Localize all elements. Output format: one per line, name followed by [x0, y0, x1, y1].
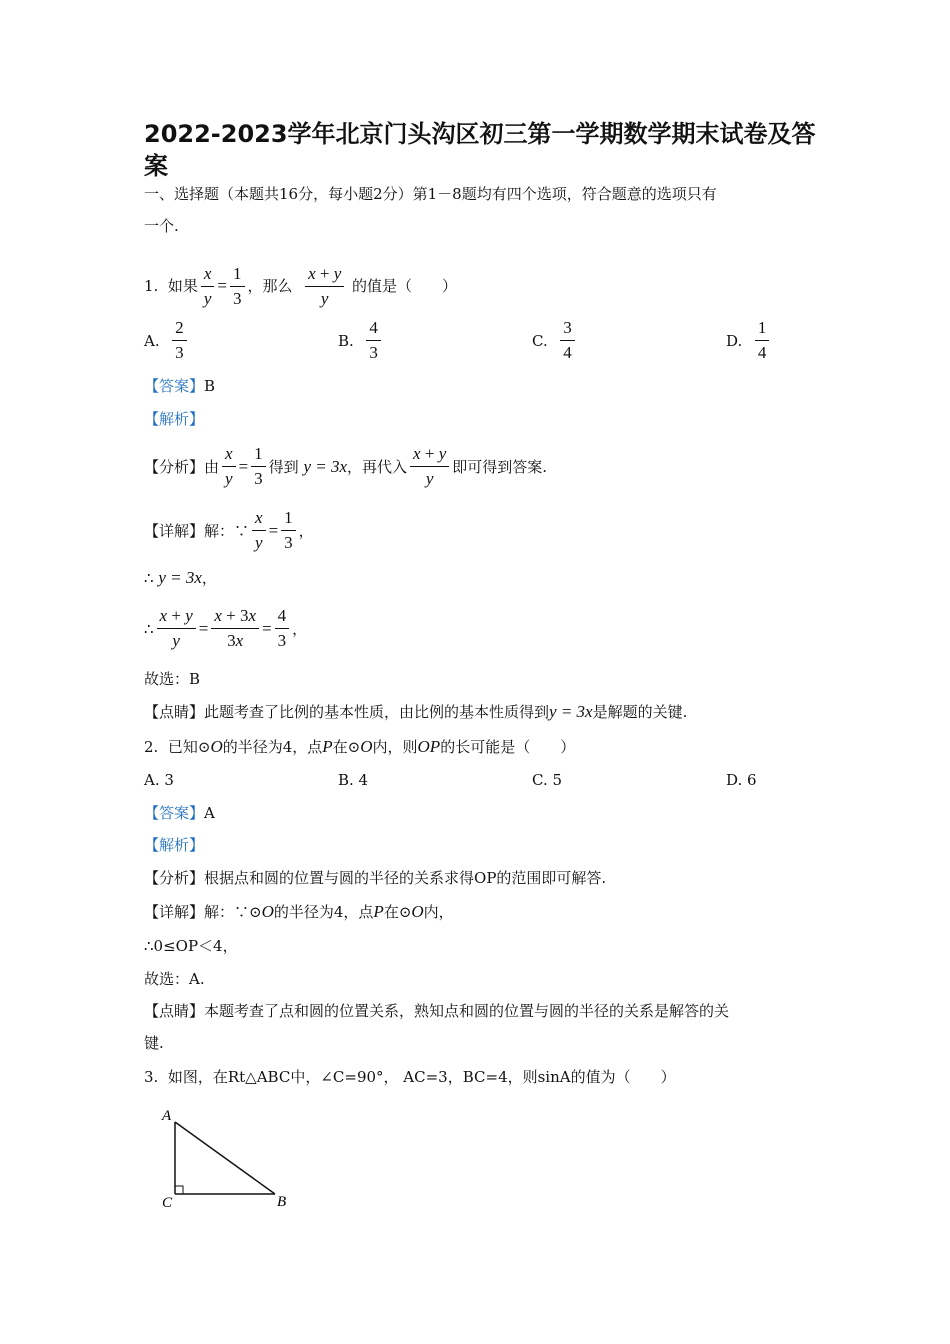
q2-op: OP [417, 737, 441, 756]
section-heading-line-1: 一、选择题（本题共16分，每小题2分）第1－8题均有四个选项，符合题意的选项只有 [144, 185, 717, 203]
q2-answer [144, 803, 215, 823]
dianjing-label-2: 【点睛】 [144, 1002, 205, 1020]
q2-circle-o-2: O [360, 737, 373, 756]
dianjing-label: 【点睛】 [144, 703, 205, 721]
q1-comma-3: ， [292, 619, 308, 638]
q2-jiexi-label: 【解析】 [144, 836, 205, 854]
q1-option-b-num: 4 [366, 318, 381, 341]
q1-option-d-den: 4 [757, 343, 767, 362]
fenxi-label-2: 【分析】 [144, 869, 205, 887]
q1-option-a-letter: A. [144, 331, 160, 350]
q2-point-p: P [322, 737, 333, 756]
q1-analysis: 【分析】 由 $\frac{x}{y}$ = $\frac{1}{3}$ 得到 y = 3x ，再代入 $\frac{x + y}{y}$ 即可得到答案. [144, 444, 548, 488]
q1-dianjing-a: 此题考查了比例的基本性质，由比例的基本性质得到 [204, 703, 550, 721]
q1-fenxi-b: 得到 [268, 457, 299, 476]
q2-option-a: A. 3 [144, 771, 174, 789]
q2-text-4: 内，则 [372, 738, 418, 756]
q1-option-d-num: 1 [755, 318, 770, 341]
q2-answer-value: A [204, 804, 215, 822]
q2-text-3: 在⊙ [332, 738, 361, 756]
q2-xiangjie-b: 的半径为4，点 [273, 903, 374, 921]
q1-text-1: 如果 [167, 277, 198, 295]
vertex-label-b: B [277, 1194, 287, 1210]
q1-text-2: ，那么 [247, 277, 293, 295]
q2-xiangjie-o-2: O [411, 902, 424, 921]
q2-dianjing-line-2: 键. [144, 1034, 164, 1052]
side-ab [175, 1122, 275, 1194]
q1-detail: 【详解】 解：∵ $\frac{x}{y}$ = $\frac{1}{3}$ ， [144, 508, 314, 552]
q2-dianjing-line-1: 本题考查了点和圆的位置关系，熟知点和圆的位置与圆的半径的关系是解答的关 [204, 1002, 730, 1020]
q1-option-b-den: 3 [369, 343, 378, 362]
q2-number: 2. [144, 738, 159, 756]
q1-choose: 故选：B [144, 670, 201, 688]
q1-dianjing-y3x: y = 3x [549, 702, 593, 721]
q2-text-1: 已知⊙ [167, 738, 211, 756]
answer-label-2: 【答案】 [144, 804, 205, 822]
q2-xiangjie-o: O [261, 902, 274, 921]
q1-option-d [726, 318, 772, 363]
q1-frac-1-over-3: $\frac{1}{3}$ [230, 264, 245, 309]
q2-option-d: D. 6 [726, 771, 757, 789]
q3-triangle-figure [150, 1100, 310, 1218]
q1-dianjing [144, 702, 687, 722]
xiangjie-label: 【详解】 [144, 521, 205, 540]
q1-option-d-letter: D. [726, 331, 743, 350]
q1-frac-x-plus-y-over-y: $\frac{x + y}{y}$ [305, 264, 344, 309]
q1-fenxi-a: 由 [204, 457, 220, 476]
q3-number: 3. [144, 1068, 159, 1086]
q2-circle-o: O [210, 737, 223, 756]
q1-option-c-den: 4 [563, 343, 572, 362]
xiangjie-label-2: 【详解】 [144, 903, 205, 921]
q1-option-c-num: 3 [560, 318, 575, 341]
q1-number: 1. [144, 277, 159, 295]
q1-comma-2: ， [201, 569, 217, 587]
fenxi-label: 【分析】 [144, 457, 205, 476]
q2-fenxi-text: 根据点和圆的位置与圆的半径的关系求得OP的范围即可解答. [204, 869, 607, 887]
q1-jiexi-label: 【解析】 [144, 410, 205, 428]
q1-option-c [532, 318, 578, 363]
q1-frac-x-over-y: $\frac{x}{y}$ [201, 264, 215, 309]
q2-text-5: 的长可能是（ ） [440, 738, 576, 756]
answer-label: 【答案】 [144, 377, 205, 395]
q2-range: ∴0≤OP＜4， [144, 937, 238, 955]
q1-option-b [338, 318, 384, 363]
q1-therefore-2: ∴ $\frac{x + y}{y}$ = $\frac{x + 3x}{3x}$ = $\frac{4}{3}$ ， [144, 606, 308, 650]
q2-option-c: C. 5 [532, 771, 563, 789]
q1-text-3: 的值是（ ） [352, 277, 458, 295]
q1-fenxi-d: 即可得到答案. [452, 457, 548, 476]
q2-option-b: B. 4 [338, 771, 369, 789]
q1-dianjing-b: 是解题的关键. [592, 703, 688, 721]
q1-y3x: y = 3x [158, 568, 202, 587]
section-heading-line-2: 一个. [144, 217, 179, 235]
q1-option-a-num: 2 [172, 318, 187, 341]
q2-analysis [144, 868, 606, 888]
q1-option-a-den: 3 [175, 343, 184, 362]
q2-detail [144, 902, 454, 922]
q3-text: 如图，在Rt△ABC中，∠C=90°， AC=3，BC=4，则sinA的值为（ ） [167, 1068, 676, 1086]
vertex-label-c: C [162, 1195, 173, 1211]
q1-answer-value: B [204, 377, 216, 395]
vertex-label-a: A [162, 1108, 172, 1124]
q1-stem: 1. 如果 $\frac{x}{y}$ = $\frac{1}{3}$ ，那么 $\frac{x + y}{y}$ 的值是（ ） [144, 262, 457, 310]
q2-xiangjie-d: 内， [423, 903, 454, 921]
q1-option-a [144, 318, 190, 363]
q2-xiangjie-p: P [373, 902, 384, 921]
q2-stem [144, 737, 575, 757]
q1-xiangjie-a: 解：∵ [204, 521, 250, 540]
q1-fenxi-y3x: y = 3x [303, 456, 348, 476]
q1-fenxi-c: ，再代入 [347, 457, 408, 476]
q2-choose: 故选：A. [144, 970, 205, 988]
q1-therefore-1 [144, 568, 217, 588]
q2-dianjing [144, 1001, 729, 1021]
q2-text-2: 的半径为4，点 [222, 738, 323, 756]
q3-stem [144, 1067, 676, 1087]
q1-answer [144, 376, 215, 396]
q1-therefore-symbol-1: ∴ [144, 569, 154, 587]
q1-therefore-symbol-2: ∴ [144, 619, 154, 638]
q2-xiangjie-c: 在⊙ [383, 903, 412, 921]
q1-option-b-letter: B. [338, 331, 354, 350]
q1-comma-1: ， [298, 521, 314, 540]
q1-option-c-letter: C. [532, 331, 548, 350]
right-angle-mark [175, 1186, 183, 1194]
q2-xiangjie-a: 解：∵⊙ [204, 903, 262, 921]
document-title: 2022-2023学年北京门头沟区初三第一学期数学期末试卷及答案 [144, 120, 816, 180]
